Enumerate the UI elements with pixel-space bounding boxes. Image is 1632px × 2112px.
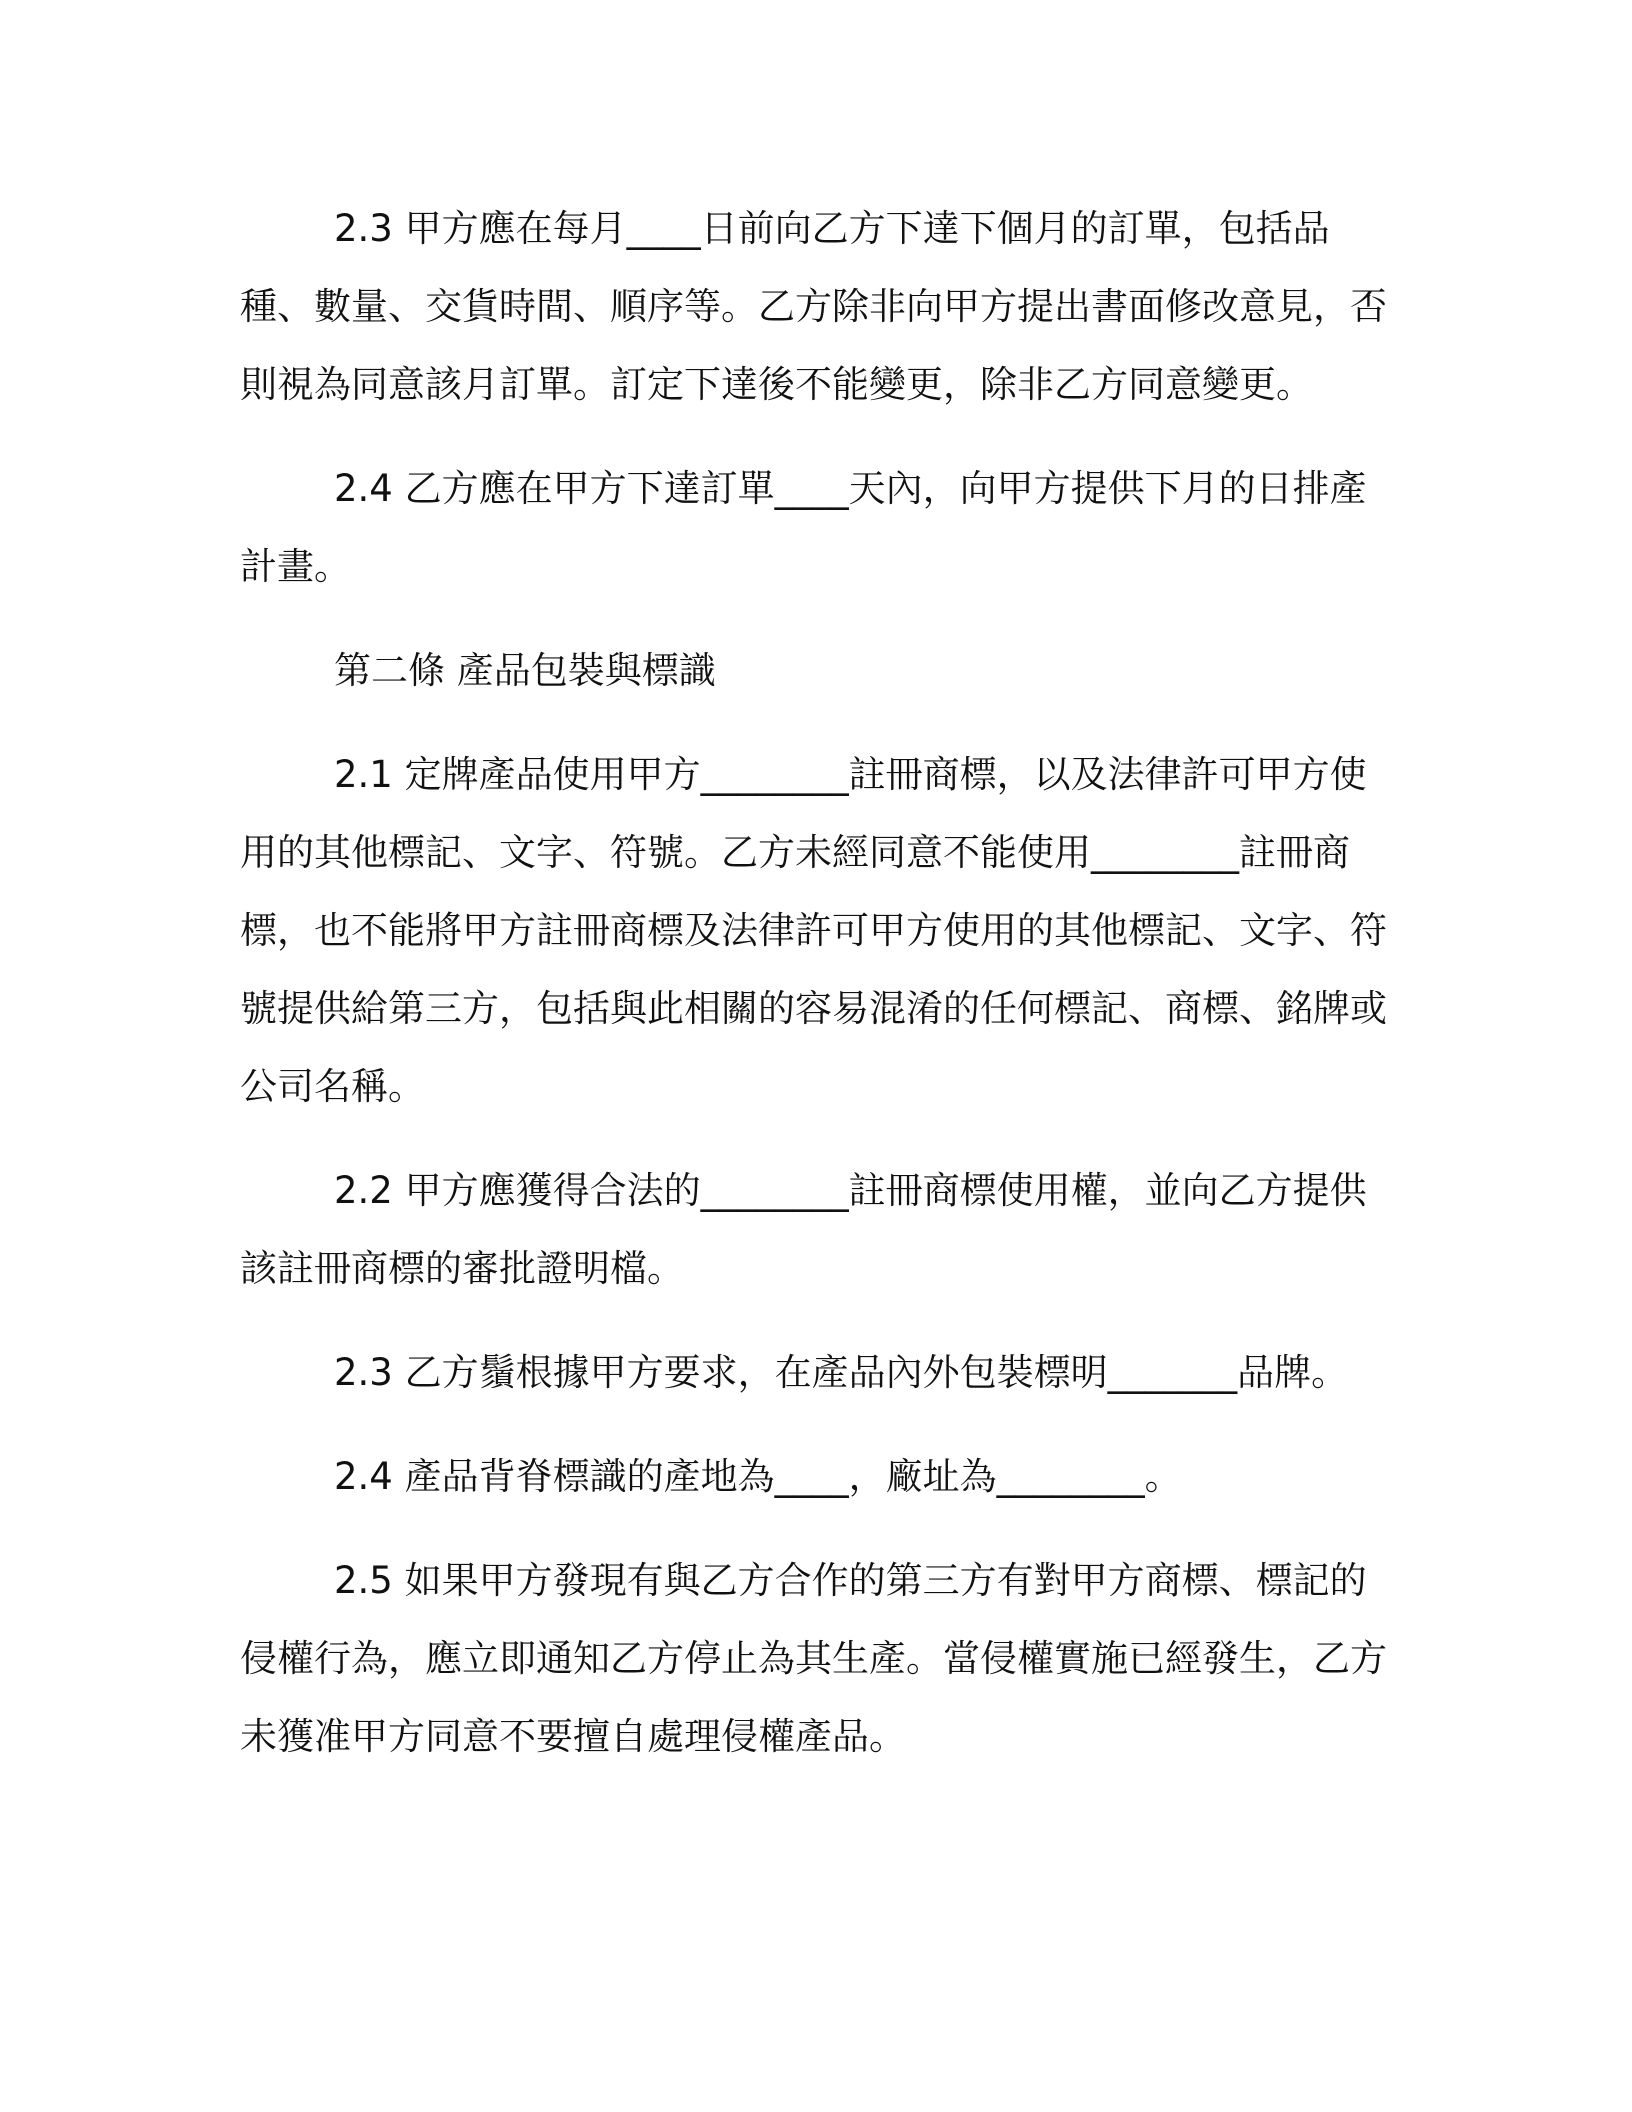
clause-2-3-orders: 2.3 甲方應在每月____日前向乙方下達下個月的訂單，包括品種、數量、交貨時間、順序等。乙方除非向甲方提出書面修改意見，否則視為同意該月訂單。訂定下達後不能變更，除非乙方同意變更。 xyxy=(240,207,1387,406)
document-body xyxy=(240,190,1390,1802)
clause-2-4-production-plan: 2.4 乙方應在甲方下達訂單____天內，向甲方提供下月的日排產計畫。 xyxy=(240,467,1367,588)
clause-2-2-trademark-rights: 2.2 甲方應獲得合法的________註冊商標使用權，並向乙方提供該註冊商標的審批證明檔。 xyxy=(240,1169,1367,1290)
clause-2-4-origin-label: 2.4 產品背脊標識的產地為____，廠址為________。 xyxy=(334,1455,1182,1498)
clause-2-3-packaging-brand: 2.3 乙方鬚根據甲方要求，在產品內外包裝標明_______品牌。 xyxy=(334,1351,1349,1394)
clause-2-5-infringement: 2.5 如果甲方發現有與乙方合作的第三方有對甲方商標、標記的侵權行為，應立即通知乙方停止為其生產。當侵權實施已經發生，乙方未獲准甲方同意不要擅自處理侵權產品。 xyxy=(240,1559,1387,1758)
clause-2-1-trademark-use: 2.1 定牌產品使用甲方________註冊商標，以及法律許可甲方使用的其他標記、文字、符號。乙方未經同意不能使用________註冊商標，也不能將甲方註冊商標及法律許可甲方使用的其他標記、文字、符號提供給第三方，包括與此相關的容易混淆的任何標記、商標、銘牌或公司名稱。 xyxy=(240,753,1387,1108)
section-heading-article-2: 第二條 產品包裝與標識 xyxy=(334,649,716,692)
